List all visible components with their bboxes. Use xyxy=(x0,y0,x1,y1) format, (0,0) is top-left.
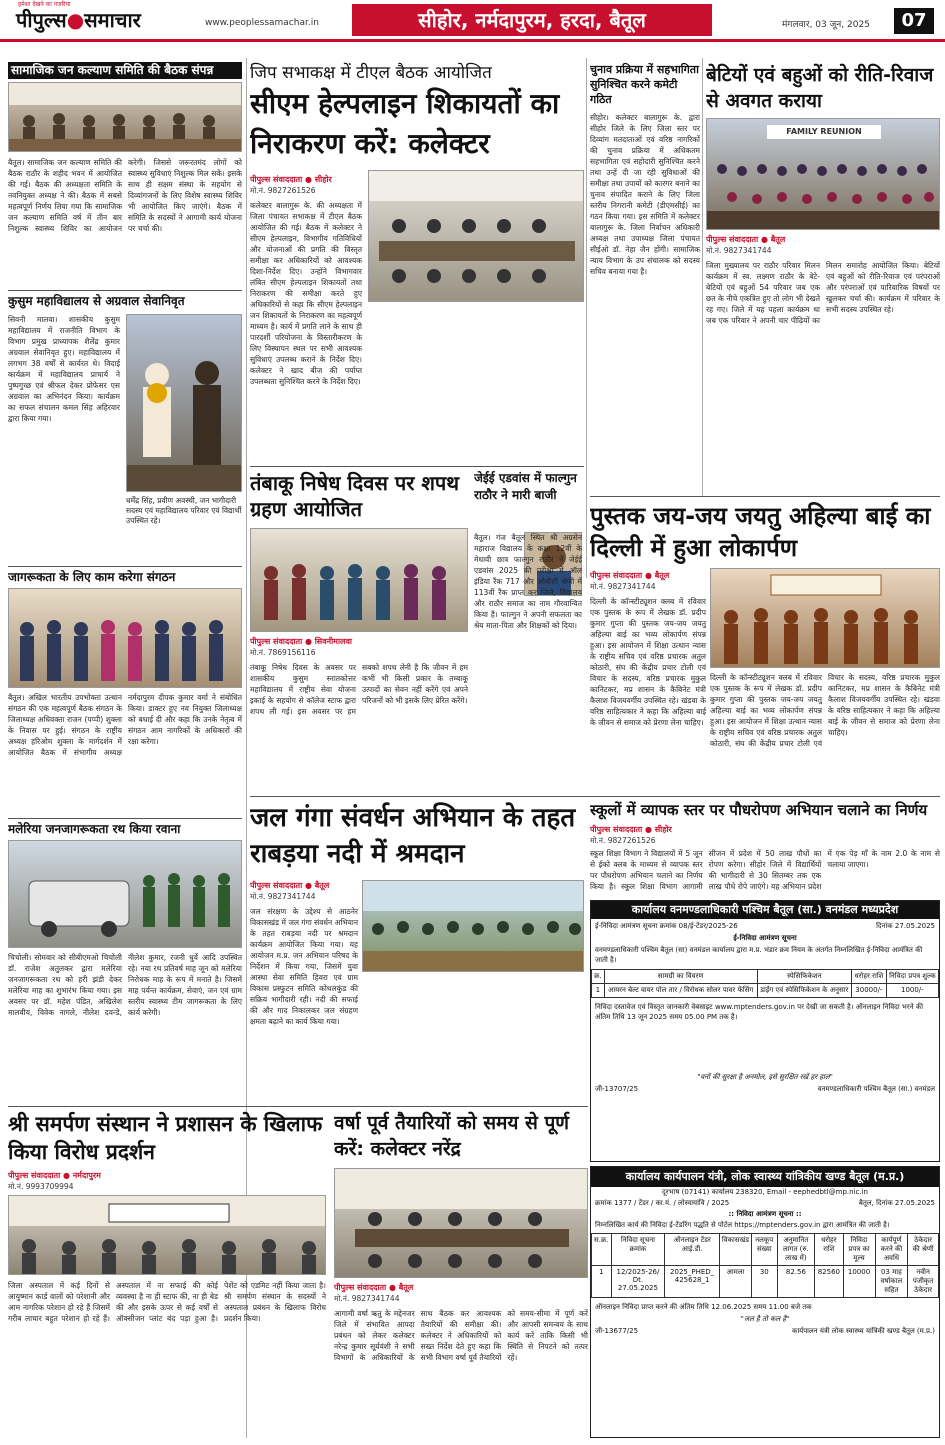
ad-col: धरोहर राशि xyxy=(852,970,887,984)
logo-tagline: हमेशा देखने का नजरिया xyxy=(18,1,71,8)
article-body: सीहोर। कलेक्टर बालागुरू के. द्वारा सीहोर जिले के लिए जिला स्तर पर दिव्यांग मतदाताओं एवं वरिष्ठ नागरिकों की चुनाव प्रक्रिया में अधिकतम सहभागिता एवं सहोदारी सुनिश्चित करने तथा उन्हें दी जा रही सुविधाओं की समीक्षा तथा उपायों को कारगर बनाने का चुनाव संपादित कराने के लिए जिला स्तरीय निगरानी कमेटी (डीएमसीई) का गठन किया गया। इस समिति में कलेक्टर बालागुरू के. जिला निर्वाचन अधिकारी अध्यक्ष तथा उपाध्यक्ष जिला पंचायत सीईओ डॉ. नेहा जैन होंगी। सामाजिक न्याय विभाग के उप संचालक को सदस्य सचिव बनाया गया है। xyxy=(590,113,700,276)
ad-ref: क्रमांक 1377 / टेंडर / का.यं. / लोस्वायांवि / 2025 xyxy=(595,1199,730,1207)
ad-ref: ई-निविदा आमंत्रण सूचना क्रमांक 08/ई-टेंडर/2025-26 xyxy=(595,922,738,930)
ad-subhead: :: निविदा आमंत्रण सूचना :: xyxy=(728,1210,802,1218)
phed-tender-ad[interactable] xyxy=(590,1166,940,1438)
ad-col: धरोहर राशि xyxy=(815,1234,843,1266)
article-divider xyxy=(8,566,242,567)
ad-notes: निविदा दस्तावेज एवं विस्तृत जानकारी वेबसाइट www.mptenders.gov.in पर देखी जा सकती है। ऑनलाइन निविदा भरने की अंतिम तिथि 13 जून 2025 समय 05.00 PM तक है। xyxy=(595,1003,924,1021)
article-byline: पीपुल्स संवाददाता ● बैतूल xyxy=(250,881,330,890)
article-divider xyxy=(8,1106,588,1107)
ad-table-row xyxy=(592,1266,939,1298)
article-body: बैतूल। गंज बैतूल स्थित श्री अग्रसेन महाराज विद्यालय के कक्षा 12वीं के मेधावी छात्र फाल्गुन राठौर ने जेईई एडवांस 2025 की परीक्षा में ऑल इंडिया रैंक 717 और ओबीसी श्रेणी में 113वीं रैंक प्राप्त कर जिले, विद्यालय और राठौर समाज का नाम गौरवान्वित किया है। फाल्गुन ने अपनी सफलता का श्रेय माता-पिता और शिक्षकों को दिया। xyxy=(474,533,582,630)
article-body: सिवनी मालवा। शासकीय कुसुम महाविद्यालय में राजनीति विभाग के विभाग प्रमुख प्राध्यापक शैलेंद्र कुमार अग्रवाल सेवानिवृत हुए। महाविद्यालय में लगभग 38 वर्षों से कार्यरत थे। विदाई कार्यक्रम में महाविद्यालय प्राचार्य ने पुष्पगुच्छ एवं श्रीफल देकर प्रोफेसर एस अग्रवाल का अभिनंदन किया। कार्यक्रम का सफल संचालन कमल सिंह अहिरवार द्वारा किया गया। xyxy=(8,315,120,423)
article-headline: जल गंगा संवर्धन अभियान के तहत राबड़या नदी में श्रमदान xyxy=(250,803,576,869)
logo-separator: ● xyxy=(66,8,85,32)
ad-col: निविदा सूचना क्रमांक xyxy=(611,1234,665,1266)
article-headline: चुनाव प्रक्रिया में सहभागिता सुनिश्चित करने कमेटी गठित xyxy=(590,63,699,106)
article-headline: मलेरिया जनजागरूकता रथ किया रवाना xyxy=(8,822,181,836)
family-reunion-photo xyxy=(706,118,940,230)
ad-table-row xyxy=(592,984,939,998)
ad-col: निविदा प्रपत्र का मूल्य xyxy=(843,1234,875,1266)
article-betiyan[interactable] xyxy=(706,62,940,492)
article-samajik[interactable] xyxy=(8,62,242,287)
article-body: बैतूल। अखिल भारतीय उपभोक्ता उत्थान संगठन की एक महत्वपूर्ण बैठक संगठन के जिलाध्यक्ष अधिवक्ता राजन (पप्पी) शुक्ला के निवास पर हुई। संगठन के राष्ट्रीय अध्यक्ष हरिओम शुक्ला के मार्गदर्शन में आयोजित बैठक में संभागीय अध्यक्ष नर्मदापुरम दीपक कुमार वर्मा ने संबोधित किया। डाक्टर हुए नव नियुक्त जिलाध्यक्ष को बधाई दी और कहा कि उनके नेतृत्व में संगठन आम नागरिकों के अधिकारों की रक्षा करेगा। xyxy=(8,693,242,757)
protest-photo xyxy=(8,1195,326,1275)
ad-intro: वनमण्डलाधिकारी पश्चिम बैतूल (सा) वनमंडल कार्यालय द्वारा म.प्र. भंडार क्रय नियम के अंतर्गत निम्नलिखित ई-निविदा आमंत्रित की जाती है। xyxy=(595,946,923,964)
ad-cell: 30 xyxy=(752,1266,778,1298)
ad-title: कार्यालय कार्यपालन यंत्री, लोक स्वास्थ्य यांत्रिकीय खण्ड बैतूल (म.प्र.) xyxy=(591,1167,939,1187)
ad-cell: 12/2025-26/ Dt. 27.05.2025 xyxy=(611,1266,665,1298)
article-divider xyxy=(8,290,242,291)
article-chunav[interactable] xyxy=(590,62,700,492)
protest-photo-illustration xyxy=(9,1196,326,1275)
logo-part2: समाचार xyxy=(84,8,141,32)
reporter-mobile: मो.नं. 9827261526 xyxy=(590,836,656,845)
article-divider xyxy=(8,818,242,819)
tl-meeting-photo-illustration xyxy=(369,171,584,302)
meeting-photo xyxy=(8,82,242,152)
article-jalganga[interactable] xyxy=(250,800,584,1102)
article-byline: पीपुल्स संवाददाता ● बैतूल xyxy=(334,1283,414,1292)
malaria-rath-photo xyxy=(8,840,242,948)
ad-col: कार्यपूर्ण करने की अवधि xyxy=(875,1234,908,1266)
ad-cell: 1 xyxy=(592,1266,612,1298)
ad-col: ठेकेदार की श्रेणी xyxy=(908,1234,939,1266)
shramdan-photo xyxy=(362,880,584,972)
article-varsha[interactable] xyxy=(334,1110,588,1438)
book-launch-photo xyxy=(710,568,940,668)
ad-cell: 1000/- xyxy=(886,984,938,998)
photo-banner: FAMILY REUNION xyxy=(767,125,881,139)
ad-cell: 1 xyxy=(592,984,605,998)
meeting-photo xyxy=(334,1168,588,1278)
article-byline: पीपुल्स संवाददाता ● सीहोर xyxy=(250,175,332,184)
ad-ref2: जी-13677/25 xyxy=(595,1327,639,1335)
ad-col: ऑनलाइन टेंडर आई.डी. xyxy=(665,1234,720,1266)
ad-col: नलकूप संख्या xyxy=(752,1234,778,1266)
ad-signatory: वनमण्डलाधिकारी पश्चिम बैतूल (सा.) वनमंडल xyxy=(817,1085,935,1093)
ad-col: स्पेसिफिकेशन xyxy=(757,970,852,984)
ad-footer xyxy=(591,1324,939,1338)
article-body: चिचोली। सोमवार को सीबीएमओ चिचोली डॉ. राजेश अतुलकर द्वारा मलेरिया जनजागरूकता रथ को हरी झंडी देकर मलेरिया माह का शुभारंभ किया गया। इस अवसर पर डॉ. महेश पंडित, अखिलेश मालवीय, विवेक नागले, नीलेश दवन्डे, नीलेश कुमार, रजनी धुर्वे आदि उपस्थित रहे। नया रथ प्रतिवर्ष माह जून को मलेरिया निरोधक माह के रूप में मनाते है। जिसमें माह पर्यन्त कार्यक्रम, सेवाएं, जन एवं ग्राम स्तरीय स्वास्थ्य टीम जागरूकता के लिए कार्य करेगी। xyxy=(8,953,242,1017)
article-body: आगामी वर्षा ऋतु के मद्देनजर जिले में संभावित आपदा प्रबंधन को लेकर कलेक्टर नरेन्द्र कुमार सूर्यवंशी ने सभी विभागों के अधिकारियों के साथ बैठक कर आवश्यक तैयारियों की समीक्षा की। कलेक्टर ने अधिकारियों को सख्त निर्देश देते हुए कहा कि सभी विभाग वर्षा पूर्व तैयारियों को समय-सीमा में पूर्ण करें और आपसी समन्वय के साथ कार्य करें ताकि किसी भी स्थिति से निपटने को तत्पर रहें। xyxy=(334,1309,588,1362)
website-link[interactable]: www.peoplessamachar.in xyxy=(205,18,319,28)
article-headline: पुस्तक जय-जय जयतु अहिल्या बाई का दिल्ली में हुआ लोकार्पण xyxy=(590,502,931,562)
article-byline: पीपुल्स संवाददाता ● बैतूल xyxy=(590,571,670,580)
page-number: 07 xyxy=(894,8,934,34)
ad-cell: 30000/- xyxy=(852,984,887,998)
article-byline: पीपुल्स संवाददाता ● नर्मदापुरम xyxy=(8,1171,101,1180)
malaria-rath-photo-illustration xyxy=(9,841,242,948)
ad-date: बैतूल, दिनांक 27.05.2025 xyxy=(858,1199,935,1207)
article-headline: श्री समर्पण संस्थान ने प्रशासन के खिलाफ किया विरोध प्रदर्शन xyxy=(8,1112,323,1164)
logo-part1: पीपुल्स xyxy=(16,8,67,32)
forest-tender-ad[interactable] xyxy=(590,900,940,1162)
masthead xyxy=(0,0,945,42)
reporter-mobile: मो.नं. 9827341744 xyxy=(334,1294,400,1303)
article-byline: पीपुल्स संवाददाता ● सीहोर xyxy=(590,825,672,834)
article-tambaku[interactable] xyxy=(250,470,468,792)
ad-ref-row xyxy=(591,919,939,933)
ad-cell: 03 माह वर्षाकाल सहित xyxy=(875,1266,908,1298)
ad-slogan: "जल है तो कल है" xyxy=(740,1315,790,1323)
ad-col: विकासखंड xyxy=(719,1234,751,1266)
article-tiel[interactable] xyxy=(250,62,584,462)
ad-cell: नवीन पंजीकृत ठेकेदार xyxy=(908,1266,939,1298)
ad-cell: 82.56 xyxy=(777,1266,815,1298)
organisation-photo-illustration xyxy=(9,589,242,688)
article-jagrukta[interactable] xyxy=(8,570,242,815)
ad-footer xyxy=(591,1082,939,1096)
reporter-mobile: मो.नं. 9827261526 xyxy=(250,186,316,195)
ad-contact: दूरभाष (07141) कार्यालय 238320, Email - eephedbtl@mp.nic.in xyxy=(662,1188,868,1196)
article-body-continued: दिल्ली के कॉन्स्टीट्यूशन क्लब में रविवार एक पुस्तक के रूप में लेखक डॉ. प्रदीप कुमार गुप्ता की पुस्तक जय-जय जयतु अहिल्या बाई का भव्य लोकार्पण संपन्न हुआ। इस आयोजन में शिक्षा उत्थान न्यास के राष्ट्रीय सचिव एवं वरिष्ठ प्रचारक अतुल कोठारी, संघ की केंद्रीय प्रचार टोली एवं विचार के सदस्य, वरिष्ठ प्रचारक मुकुल कानिटकर, मप्र शासन के कैबिनेट मंत्री कैलाश विजयवर्गीय उपस्थित रहे। खंडवा के वरिष्ठ साहित्यकार ने कहा कि अहिल्या बाई के जीवन से समाज को प्रेरणा लेना चाहिए। xyxy=(710,673,940,748)
ad-cell: आयरन बेल्ट वायर पोल तार / विरोधक सोलर पावर फेंसिंग xyxy=(604,984,757,998)
ad-cell: 82560 xyxy=(815,1266,843,1298)
ad-col: अनुमानित लागत (रु. लाख में) xyxy=(777,1234,815,1266)
ad-col: स.क्र. xyxy=(592,1234,612,1266)
column-divider xyxy=(702,58,703,496)
book-launch-illustration xyxy=(711,569,940,668)
article-body: कलेक्टर बालागुरू के. की अध्यक्षता में जिला पंचायत सभाकक्ष में टीएल बैठक आयोजित की गई। बैठक में कलेक्टर ने सीएम हेल्पलाइन, विभागीय गतिविधियों और योजनाओं की प्रगति की विस्तृत समीक्षा कर अधिकारियों को आवश्यक दिशा-निर्देश दिए। उन्होंने विभागवार लंबित सीएम हेल्पलाइन शिकायतों तथा निराकरण की समीक्षा करते हुए अधिकारियों से कहा कि सीएम हेल्पलाइन जन शिकायतों के निराकरण का महत्वपूर्ण माध्यम है। कार्य में प्रगति लाने के साथ ही पारदर्शी परियोजना के विस्तारीकरण के लिए विस्थापन स्थल पर सभी आवश्यक सुविधाएं उपलब्ध कराने के निर्देश दिए। कलेक्टर ने खाद बीज की पर्याप्त उपलब्धता सुनिश्चित करने के निर्देश दिए। xyxy=(250,201,362,386)
issue-date: मंगलवार, 03 जून, 2025 xyxy=(782,20,870,30)
article-headline: वर्षा पूर्व तैयारियों को समय से पूर्ण करें: कलेक्टर नरेंद्र xyxy=(334,1112,570,1160)
article-headline: कुसुम महाविद्यालय से अग्रवाल सेवानिवृत xyxy=(8,294,185,308)
reporter-mobile: मो.नं. 9827341744 xyxy=(706,246,772,255)
article-headline: बेटियों एवं बहुओं को रीति-रिवाज से अवगत कराया xyxy=(706,64,934,112)
ad-ref2: जी-13707/25 xyxy=(595,1085,639,1093)
article-kusum[interactable] xyxy=(8,294,242,564)
organisation-photo xyxy=(8,588,242,688)
column-divider xyxy=(586,58,587,578)
oath-photo xyxy=(250,528,468,632)
ad-slogan: "वनों की सुरक्षा है अनमोल, इसे सुरक्षित रखें हर हाल" xyxy=(697,1073,833,1081)
article-byline: पीपुल्स संवाददाता ● बैतूल xyxy=(706,235,786,244)
ad-cell: 2025_PHED_ 425628_1 xyxy=(665,1266,720,1298)
ad-cell: डाईंग एवं स्पेसिफिकेशन के अनुसार xyxy=(757,984,852,998)
retirement-photo xyxy=(126,314,242,492)
reporter-mobile: मो.नं. 9827341744 xyxy=(590,582,656,591)
tl-meeting-photo xyxy=(368,170,584,302)
retirement-photo-illustration xyxy=(127,315,242,492)
reporter-mobile: मो.नं. 7869156116 xyxy=(250,648,316,657)
ad-signatory: कार्यपालन यंत्री लोक स्वास्थ्य यांत्रिकी खण्ड बैतूल (म.प्र.) xyxy=(791,1327,935,1335)
article-headline: जागरूकता के लिए काम करेगा संगठन xyxy=(8,570,176,584)
ad-intro: निम्नलिखित कार्य की निविदा ई-टेंडरिंग पद्धति से पोर्टल https://mptenders.gov.in द्वारा आमंत्रित की जाती है। xyxy=(595,1221,890,1229)
article-body: जल संरक्षण के उद्देश्य से आठनेर विकासखंड में जल गंगा संवर्धन अभियान के तहत राबड़या नदी पर श्रमदान कार्यक्रम आयोजित किया गया। यह आयोजन म.प्र. जन अभियान परिषद के निर्देशन में किया गया, जिसमें युवा आस्था सेवा समिति हिवरा एवं ग्राम विकास प्रस्फुटन समिति कोथलकुंड की सक्रिय भागीदारी रही। नदी की सफाई की और गाद निकालकर जल संग्रहण क्षमता बढ़ाने का कार्य किया गया। xyxy=(250,907,358,1026)
article-divider xyxy=(590,496,940,497)
article-malaria[interactable] xyxy=(8,822,242,1102)
article-headline: जेईई एडवांस में फाल्गुन राठौर ने मारी बाजी xyxy=(474,471,577,502)
ad-ref-row xyxy=(591,1197,939,1209)
reporter-mobile: मो.नं. 9827341744 xyxy=(250,892,316,901)
article-headline: सीएम हेल्पलाइन शिकायतों का निराकरण करें: कलेक्टर xyxy=(250,87,560,160)
ad-table-header xyxy=(592,970,939,984)
article-samarpan[interactable] xyxy=(8,1110,326,1438)
reporter-mobile: मो.नं. 9993709994 xyxy=(8,1182,74,1191)
article-headline: स्कूलों में व्यापक स्तर पर पौधरोपण अभियान चलाने का निर्णय xyxy=(590,801,928,819)
oath-photo-illustration xyxy=(251,529,468,632)
ad-table xyxy=(591,969,939,998)
ad-title: कार्यालय वनमण्डलाधिकारी पश्चिम बैतूल (सा.) वनमंडल मध्यप्रदेश xyxy=(591,901,939,919)
ad-cell: आमला xyxy=(719,1266,751,1298)
article-byline: पीपुल्स संवाददाता ● सिवनीमालवा xyxy=(250,637,352,646)
meeting-photo-illustration xyxy=(335,1169,588,1278)
article-body: जिला मुख्यालय पर राठौर परिवार मिलन कार्यक्रम में स्व. लक्ष्मण राठौर के बेटे-बेटियों एवं बहुओं 54 परिवार जब एक छत के नीचे एकत्रित हुए तो लोग भी देखते रह गए। जिले में यह पहला कार्यक्रम था जब एक परिवार ने अपनी चार पीढ़ियों का मिलन समारोह आयोजित किया। बेटियों एवं बहुओं को रीति-रिवाज एवं परंपराओं और परंपराओं एवं पारिवारिक विषयों पर खुलकर चर्चा की। कार्यक्रम में परिवार के सभी सदस्य उपस्थित रहे। xyxy=(706,261,940,325)
article-body: स्कूल शिक्षा विभाग ने विद्यालयों में 5 जून से ईको क्लब के माध्यम से व्यापक स्तर पर पौधरोपण अभियान चलाने का निर्णय किया है। स्कूल शिक्षा विभाग आगामी सीजन में प्रदेश में 50 लाख पौधों का रोपण करेगा। सीहोर जिले में विद्यार्थियों की भागीदारी से 30 सितम्बर तक एक लाख पौधे रोपे जाएंगे। यह अभियान प्रदेश में एक पेड़ माँ के नाम 2.0 के नाम से चलाया जाएगा। xyxy=(590,849,940,891)
article-body: तंबाकू निषेध दिवस के अवसर पर शासकीय कुसुम स्नातकोत्तर महाविद्यालय में राष्ट्रीय सेवा योजना इकाई के सहयोग से कॉलेज स्टाफ द्वारा शपथ ली गई। इस अवसर पर हम सबको शपथ लेनी है कि जीवन में हम कभी भी किसी प्रकार के तम्बाकू उत्पादों का सेवन नहीं करेंगे एवं अपने परिजनों को भी इसके लिए प्रेरित करेंगे। xyxy=(250,663,468,716)
ad-col: क्र. xyxy=(592,970,605,984)
ad-col: सामग्री का विवरण xyxy=(604,970,757,984)
ad-date: दिनांक 27.05.2025 xyxy=(876,922,935,930)
ad-dates: ऑनलाइन निविदा प्राप्त करने की अंतिम तिथि 12.06.2025 समय 11.00 बजे तक xyxy=(595,1303,812,1311)
article-pustak[interactable] xyxy=(590,500,940,790)
article-body: जिला अस्पताल में कई दिनों से आयुष्मान कार्ड वालों को परेशानी और आम नागरिक परेशान हो रहे हैं जिसमें गरीब लाचार बहुत परेशान हो रहे हैं। अस्पताल में ना सफाई की कोई व्यवस्था है ना ही स्टाफ की, ना ही बेड की और इसके ऊपर से कई वर्षों से ऑक्सीजन प्लांट बंद पड़ा हुआ है। पेशेंट को एडमिट नहीं किया जाता है। श्री समर्पण संस्थान के सदस्यों ने अस्पताल प्रबंधन के खिलाफ विरोध प्रदर्शन किया। xyxy=(8,1281,326,1323)
ad-subhead: ई-निविदा आमंत्रण सूचना xyxy=(733,934,797,942)
ad-col: निविदा प्रपत्र शुल्क xyxy=(886,970,938,984)
article-school[interactable] xyxy=(590,800,940,896)
ad-table xyxy=(591,1233,939,1298)
region-banner: सीहोर, नर्मदापुरम, हरदा, बैतूल xyxy=(352,4,712,36)
ad-table-header xyxy=(592,1234,939,1266)
ad-cell: 10000 xyxy=(843,1266,875,1298)
article-body: बैतूल। सामाजिक जन कल्याण समिति की बैठक राठौर के शहीद भवन में आयोजित की गई। बैठक की अध्यक्षता समिति के नवनियुक्त अध्यक्ष ने की। बैठक में सबसे महत्वपूर्ण निर्णय लिया गया कि सामाजिक जन कल्याण समिति वर्ष में तीन बार निशुल्क स्वास्थ्य शिविर का आयोजन करेगी। जिससे जरूरतमंद लोगों को स्वास्थ्य सुविधाएं निशुल्क मिल सकें। इसके साथ ही सक्षम संस्था के सहयोग से दिव्यांगजनों के लिए विशेष स्वास्थ्य शिविर भी आयोजित किए जाएंगे। बैठक में समिति के सदस्यों ने आगामी कार्य योजना पर चर्चा की। xyxy=(8,158,242,233)
newspaper-logo[interactable] xyxy=(16,1,141,33)
article-headline: तंबाकू निषेध दिवस पर शपथ ग्रहण आयोजित xyxy=(250,471,460,521)
photo-caption: धर्मेंद्र सिंह, प्रवीण अवस्थी, जन भागीदारी सदस्य एवं महाविद्यालय परिवार एवं विद्यार्थी उपस्थित रहे। xyxy=(126,496,242,525)
shramdan-photo-illustration xyxy=(363,881,584,972)
article-jee[interactable] xyxy=(474,470,584,792)
article-headline: सामाजिक जन कल्याण समिति की बैठक संपन्न xyxy=(8,62,242,79)
family-reunion-illustration xyxy=(707,119,940,230)
article-divider xyxy=(250,796,940,797)
article-divider xyxy=(250,466,584,467)
article-body: दिल्ली के कॉन्स्टीट्यूशन क्लब में रविवार एक पुस्तक के रूप में लेखक डॉ. प्रदीप कुमार गुप्ता की पुस्तक जय-जय जयतु अहिल्या बाई का भव्य लोकार्पण संपन्न हुआ। इस आयोजन में शिक्षा उत्थान न्यास के राष्ट्रीय सचिव एवं वरिष्ठ प्रचारक अतुल कोठारी, संघ की केंद्रीय प्रचार टोली एवं विचार के सदस्य, वरिष्ठ प्रचारक मुकुल कानिटकर, मप्र शासन के कैबिनेट मंत्री कैलाश विजयवर्गीय उपस्थित रहे। खंडवा के वरिष्ठ साहित्यकार ने कहा कि अहिल्या बाई के जीवन से समाज को प्रेरणा लेना चाहिए। xyxy=(590,597,706,727)
article-kicker: जिप सभाकक्ष में टीएल बैठक आयोजित xyxy=(250,63,492,83)
meeting-photo-illustration xyxy=(9,83,242,152)
